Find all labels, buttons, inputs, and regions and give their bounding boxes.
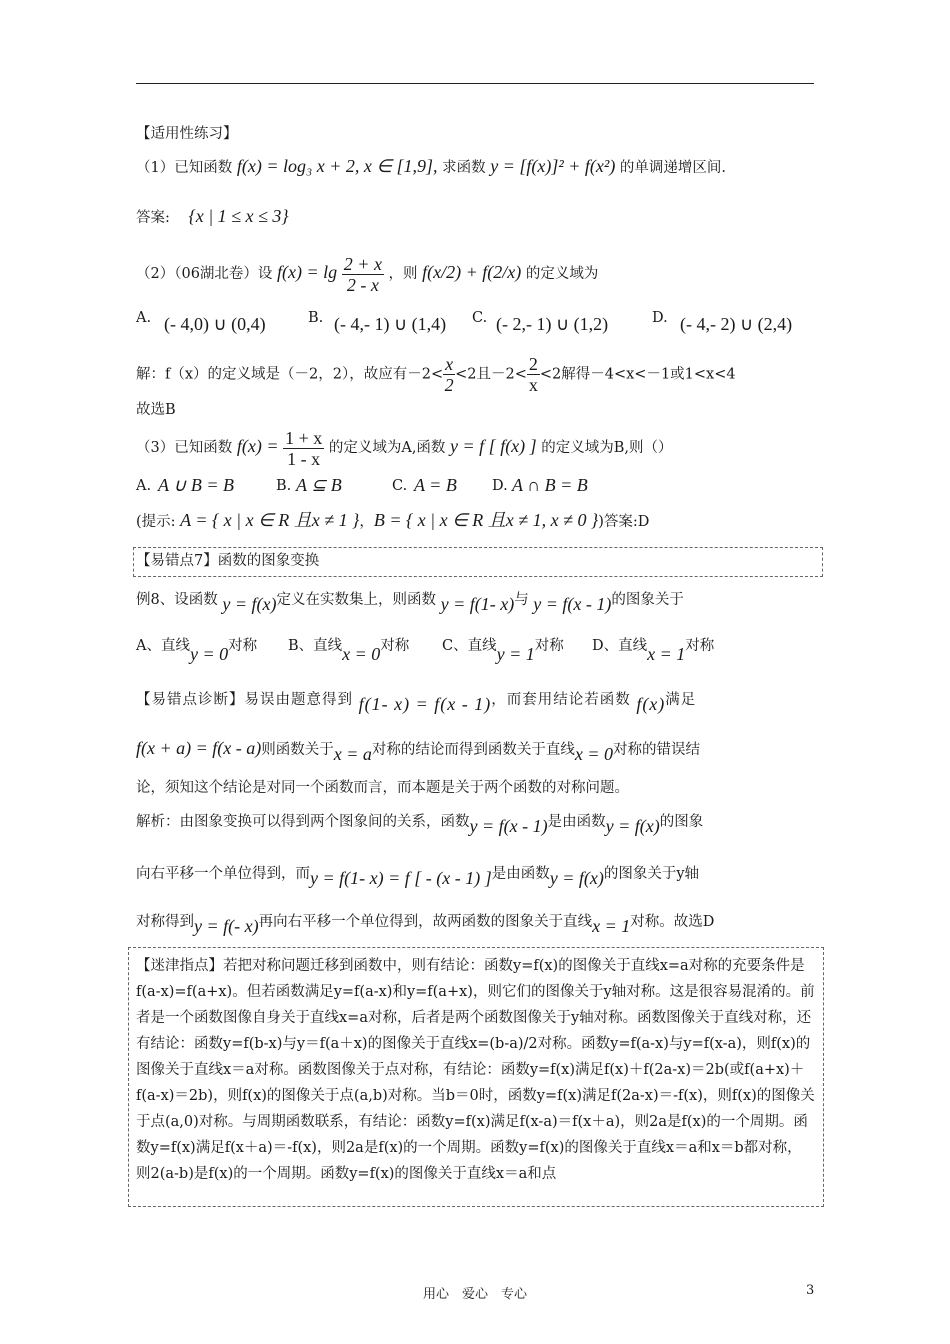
- section-7-title: 【易错点7】函数的图象变换: [136, 553, 320, 569]
- diagnosis-line-1: 【易错点诊断】易误由题意得到 f(1- x) = f(x - 1)，而套用结论若函数 f(x)满足: [136, 692, 697, 714]
- formula: f(1- x) = f(x - 1): [358, 694, 492, 714]
- option-c-label: C.: [392, 478, 408, 494]
- formula: y = f(- x): [194, 916, 259, 936]
- option-d-label: D.: [492, 478, 508, 494]
- analysis-line-2: 向右平移一个单位得到，而y = f(1- x) = f [ - (x - 1) ]是由函数y = f(x)的图象关于y轴: [136, 866, 700, 888]
- option-b-value: A ⊆ B: [296, 475, 342, 495]
- option-b-value: (- 4,- 1) ∪ (1,4): [334, 314, 447, 334]
- diagnosis-line-2: f(x + a) = f(x - a)则函数关于x = a对称的结论而得到函数关于直线x = 0对称的错误结: [136, 738, 701, 764]
- option-c: C、直线y = 1对称: [442, 638, 564, 664]
- option-c-value: A = B: [414, 475, 457, 495]
- formula: f(x) = lg: [277, 262, 338, 282]
- option-a: A、直线y = 0对称: [136, 638, 258, 664]
- formula: x = a: [333, 744, 372, 764]
- option-b-label: B.: [308, 310, 324, 326]
- fraction: $\frac{x}{2}$: [444, 354, 454, 395]
- question-1: （1）已知函数 f(x) = log₃ x + 2, x ∈ [1,9], 求函数 y = [f(x)]² + f(x²) 的单调递增区间.: [136, 156, 727, 176]
- question-2: （2）（06湖北卷）设 f(x) = lg $\frac{2 + x}{2 - x}$ ，则 f(x/2) + f(2/x) 的定义域为: [136, 253, 599, 295]
- fraction: $\frac{2}{x}$: [528, 354, 538, 395]
- example-8: 例8、设函数 y = f(x)定义在实数集上，则函数 y = f(1- x)与 y = f(x - 1)的图象关于: [136, 592, 684, 614]
- answer-1: 答案: {x | 1 ≤ x ≤ 3}: [136, 206, 289, 226]
- formula: f(x + a) = f(x - a): [136, 738, 262, 758]
- fraction: $\frac{1 + x}{1 - x}$: [285, 427, 323, 469]
- tips-paragraph: 【迷津指点】若把对称问题迁移到函数中，则有结论：函数y=f(x)的图像关于直线x=a对称的充要条件是f(a-x)=f(a+x)。但若函数满足y=f(a-x)和y=f(a+x)，则它们的图像关于y轴对称。这是很容易混淆的。前者是一个函数图像自身关于直线x=a对称，后者是两个函数图像关于y轴对称。函数图像关于直线对称，还有结论：函数y=f(b-x)与y＝f(a＋x)的图像关于直线x=(b-a)/2对称。函数y=f(a-x)与y=f(x-a)，则f(x)的图像关于直线x＝a对称。函数图像关于点对称，有结论：函数y=f(x)满足f(x)＋f(2a-x)＝2b(或f(a+x)＋f(a-x)＝2b)，则f(x)的图像关于点(a,b)对称。当b＝0时，函数y=f(x)满足f(2a-x)＝-f(x)，则f(x)的图像关于点(a,0)对称。与周期函数联系，有结论：函数y=f(x)满足f(x-a)＝f(x＋a)，则2a是f(x)的一个周期。函数y=f(x)满足f(x＋a)＝-f(x)，则2a是f(x)的一个周期。函数y=f(x)的图像关于直线x＝a和x＝b都对称，则2(a-b)是f(x)的一个周期。函数y=f(x)的图像关于直线x＝a和点: [136, 958, 815, 1182]
- footer-center: 用心 爱心 专心: [422, 1287, 527, 1302]
- option-a-label: A.: [136, 478, 152, 494]
- option-a-value: (- 4,0) ∪ (0,4): [164, 314, 266, 334]
- question-2-conclusion: 故选B: [136, 402, 176, 418]
- analysis-line-3: 对称得到y = f(- x)再向右平移一个单位得到，故两函数的图象关于直线x = 1对称。故选D: [136, 914, 715, 936]
- section-title: 【适用性练习】: [136, 126, 238, 142]
- option-a-value: A ∪ B = B: [158, 475, 234, 495]
- option-b: B、直线x = 0对称: [288, 638, 410, 664]
- option-d-label: D.: [652, 310, 668, 326]
- formula: y = f [ f(x) ]: [450, 436, 537, 456]
- option-d-value: (- 4,- 2) ∪ (2,4): [680, 314, 793, 334]
- formula: B = { x | x ∈ R 且x ≠ 1, x ≠ 0 }: [373, 510, 599, 530]
- option-d: D、直线x = 1对称: [592, 638, 715, 664]
- formula: f(x): [636, 694, 666, 714]
- option-b-label: B.: [276, 478, 292, 494]
- formula: x = 1: [592, 916, 631, 936]
- formula: f(x) = log₃ x + 2, x ∈ [1,9],: [236, 156, 438, 176]
- formula: y = f(x): [222, 594, 277, 614]
- formula: y = f(x - 1): [469, 816, 548, 836]
- question-3: （3）已知函数 f(x) = $\frac{1 + x}{1 - x}$ 的定义域为A,函数 y = f [ f(x) ] 的定义域为B,则（）: [136, 427, 673, 469]
- formula: y = f(x): [549, 868, 604, 888]
- fraction: $\frac{2 + x}{2 - x}$: [343, 253, 382, 295]
- option-d-value: A ∩ B = B: [512, 475, 588, 495]
- page-number: 3: [806, 1283, 815, 1298]
- formula: {x | 1 ≤ x ≤ 3}: [188, 206, 289, 226]
- formula: f(x) =: [236, 436, 279, 456]
- formula: y = f(x): [605, 816, 660, 836]
- formula: y = f(1- x) = f [ - (x - 1) ]: [310, 868, 492, 888]
- header-rule: [136, 83, 814, 84]
- option-c-label: C.: [472, 310, 488, 326]
- formula: y = f(1- x): [440, 594, 515, 614]
- formula: x = 0: [574, 744, 614, 764]
- option-a-label: A.: [136, 310, 152, 326]
- diagnosis-line-3: 论，须知这个结论是对同一个函数而言，而本题是关于两个函数的对称问题。: [136, 780, 629, 796]
- question-2-solution: 解：f（x）的定义域是（－2，2），故应有－2< $\frac{x}{2}$ <2且－2< $\frac{2}{x}$ <2解得－4<x<－1或1<x<4: [136, 354, 736, 395]
- question-3-hint: (提示: A = { x | x ∈ R 且x ≠ 1 }，B = { x | x ∈ R 且x ≠ 1, x ≠ 0 })答案:D: [136, 510, 650, 530]
- formula: f(x/2) + f(2/x): [422, 262, 522, 282]
- formula: A = { x | x ∈ R 且x ≠ 1 }: [180, 510, 360, 530]
- analysis-line-1: 解析：由图象变换可以得到两个图象间的关系，函数y = f(x - 1)是由函数y = f(x)的图象: [136, 814, 704, 836]
- option-c-value: (- 2,- 1) ∪ (1,2): [496, 314, 609, 334]
- formula: y = f(x - 1): [533, 594, 612, 614]
- formula: y = [f(x)]² + f(x²): [490, 156, 616, 176]
